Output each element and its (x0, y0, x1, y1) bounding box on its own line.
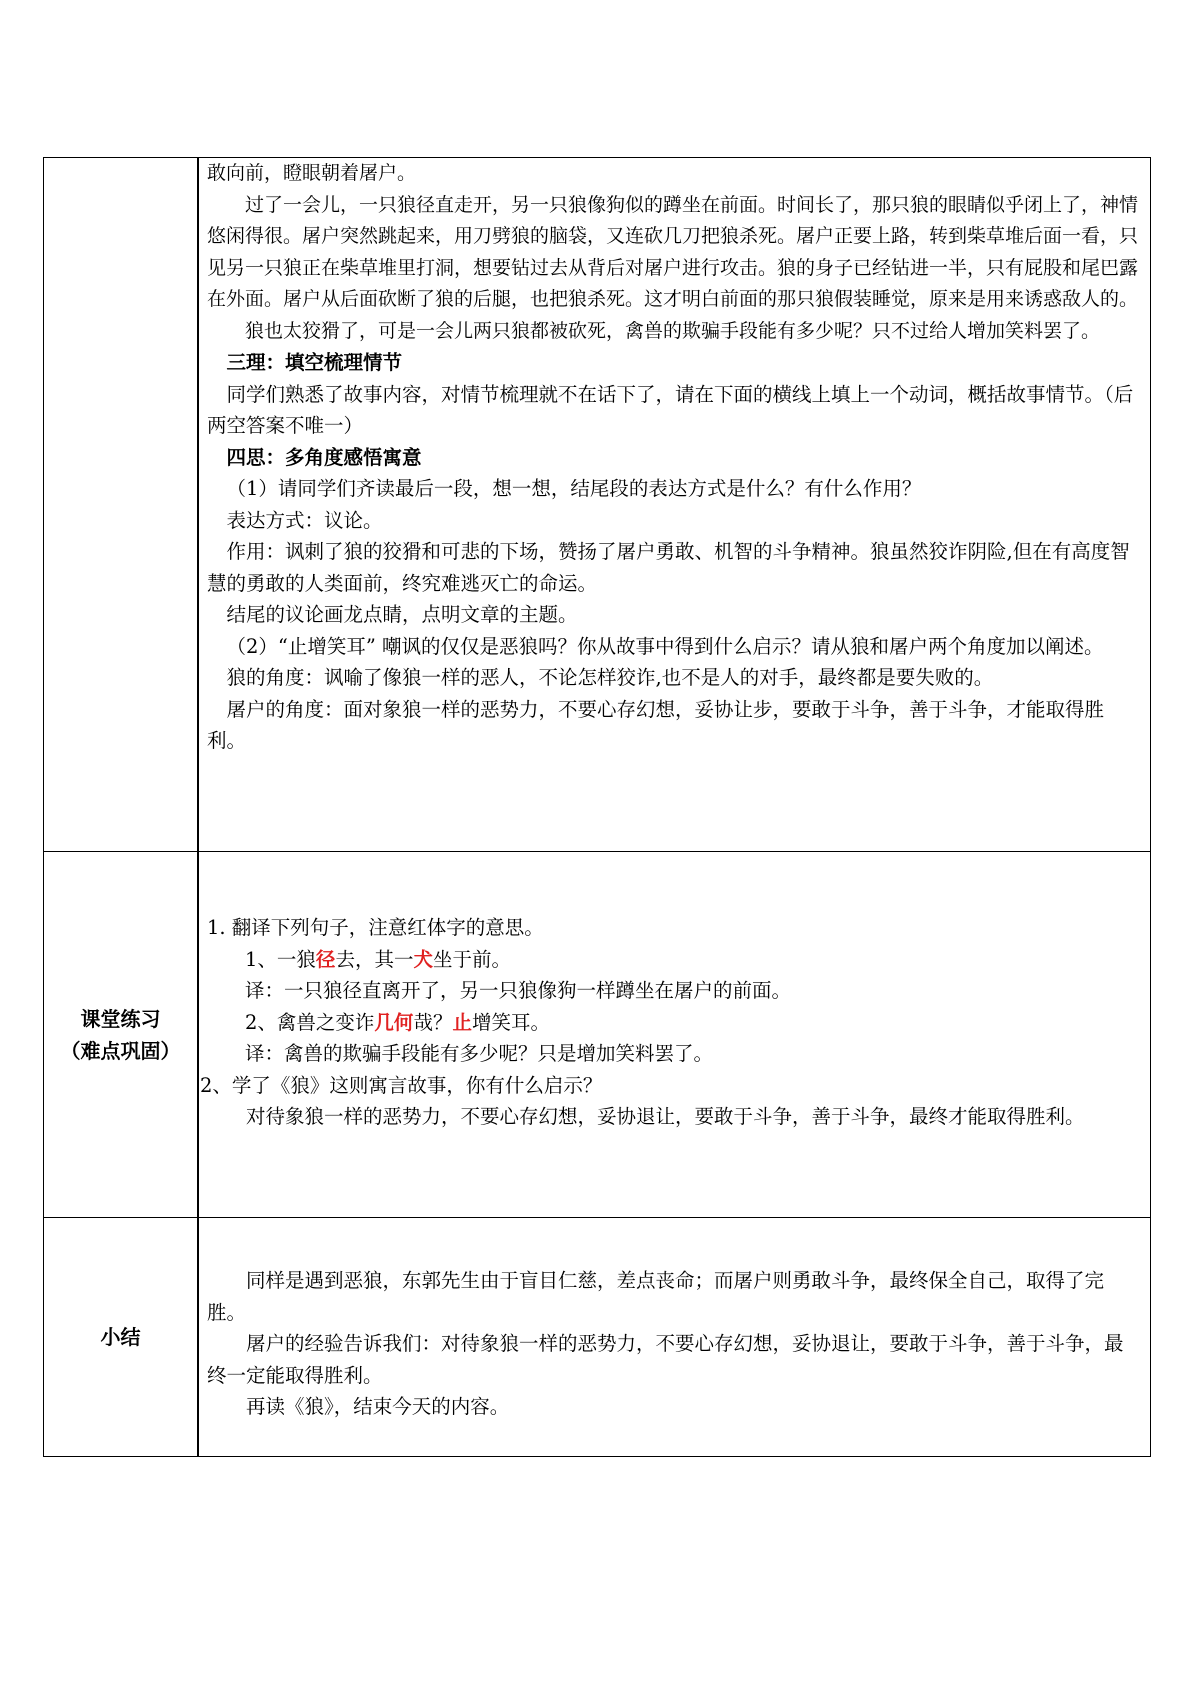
practice-label-line1: 课堂练习 (80, 1006, 161, 1031)
sentence-1-part-c: 坐于前。 (432, 947, 511, 971)
table-row (44, 852, 1151, 1218)
sentence-2-part-b: 哉？ (413, 1010, 453, 1034)
question-1-expression: 表达方式：议论。 (226, 508, 383, 532)
sentence-2-red-2: 止 (452, 1010, 472, 1034)
si-si-heading: 四思：多角度感悟寓意 (226, 445, 422, 469)
question-2-wolf-angle: 狼的角度：讽喻了像狼一样的恶人，不论怎样狡诈,也不是人的对手，最终都是要失败的。 (226, 666, 994, 689)
story-content-cell (198, 158, 1151, 852)
sentence-2-part-a: 2、禽兽之变诈 (245, 1010, 375, 1034)
question-1: （1）请同学们齐读最后一段，想一想，结尾段的表达方式是什么？有什么作用？ (226, 477, 922, 500)
exercise-1-title: 1. 翻译下列句子，注意红体字的意思。 (207, 916, 544, 939)
practice-label-line2: （难点巩固） (60, 1038, 181, 1063)
question-1-effect: 作用：讽刺了狼的狡猾和可悲的下场，赞扬了屠户勇敢、机智的斗争精神。狼虽然狡诈阴险,但在有高度智慧的勇敢的人类面前，终究难逃灭亡的命运。 (207, 540, 1130, 595)
sentence-1 (207, 944, 1140, 976)
exercise-2-answer: 对待象狼一样的恶势力，不要心存幻想，妥协退让，要敢于斗争，善于斗争，最终才能取得胜利。 (246, 1105, 1085, 1128)
lesson-plan-table (43, 157, 1151, 1457)
san-li-text: 同学们熟悉了故事内容，对情节梳理就不在话下了，请在下面的横线上填上一个动词，概括故事情节。（后两空答案不唯一） (207, 382, 1134, 437)
sentence-1-part-b: 去，其一 (335, 947, 414, 971)
summary-paragraph-2: 屠户的经验告诉我们：对待象狼一样的恶势力，不要心存幻想，妥协退让，要敢于斗争，善于斗争，最终一定能取得胜利。 (207, 1332, 1124, 1387)
sentence-2 (207, 1007, 1140, 1039)
question-2: （2）“止增笑耳” 嘲讽的仅仅是恶狼吗？你从故事中得到什么启示？请从狼和屠户两个角度加以阐述。 (226, 634, 1104, 658)
sentence-1-translation: 译：一只狼径直离开了，另一只狼像狗一样蹲坐在屠户的前面。 (245, 979, 792, 1002)
story-paragraph-3: 狼也太狡猾了，可是一会儿两只狼都被砍死，禽兽的欺骗手段能有多少呢？只不过给人增加笑料罢了。 (245, 319, 1101, 342)
story-line-1: 敢向前，瞪眼朝着屠户。 (207, 162, 417, 184)
sentence-1-red-1: 径 (315, 947, 336, 971)
question-1-ending: 结尾的议论画龙点睛，点明文章的主题。 (226, 603, 578, 626)
practice-content-cell (198, 852, 1151, 1218)
row-label-empty (44, 158, 199, 852)
row-label-practice (44, 852, 199, 1218)
summary-content-cell (198, 1218, 1151, 1457)
table-row (44, 158, 1151, 852)
sentence-1-red-2: 犬 (413, 947, 433, 971)
sentence-1-part-a: 1、一狼 (245, 947, 316, 971)
summary-paragraph-1: 同样是遇到恶狼，东郭先生由于盲目仁慈，差点丧命；而屠户则勇敢斗争，最终保全自己，取得了完胜。 (207, 1269, 1105, 1324)
sentence-2-translation: 译：禽兽的欺骗手段能有多少呢？只是增加笑料罢了。 (245, 1042, 714, 1065)
table-row (44, 1218, 1151, 1457)
row-label-summary: 小结 (44, 1218, 199, 1457)
sentence-2-red-1: 几何 (374, 1010, 414, 1034)
question-2-butcher-angle: 屠户的角度：面对象狼一样的恶势力，不要心存幻想，妥协让步，要敢于斗争，善于斗争，才能取得胜利。 (207, 697, 1105, 752)
summary-paragraph-3: 再读《狼》，结束今天的内容。 (246, 1395, 510, 1418)
story-paragraph-2: 过了一会儿，一只狼径直走开，另一只狼像狗似的蹲坐在前面。时间长了，那只狼的眼睛似乎闭上了，神情悠闲得很。屠户突然跳起来，用刀劈狼的脑袋，又连砍几刀把狼杀死。屠户正要上路，转到柴草堆后面一看，只见另一只狼正在柴草堆里打洞，想要钻过去从背后对屠户进行攻击。狼的身子已经钻进一半，只有屁股和尾巴露在外面。屠户从后面砍断了狼的后腿，也把狼杀死。这才明白前面的那只狼假装睡觉，原来是用来诱惑敌人的。 (207, 193, 1139, 310)
sentence-2-part-c: 增笑耳。 (471, 1010, 550, 1034)
san-li-heading: 三理：填空梳理情节 (226, 351, 403, 374)
exercise-2-title: 2、学了《狼》这则寓言故事，你有什么启示？ (200, 1073, 603, 1097)
